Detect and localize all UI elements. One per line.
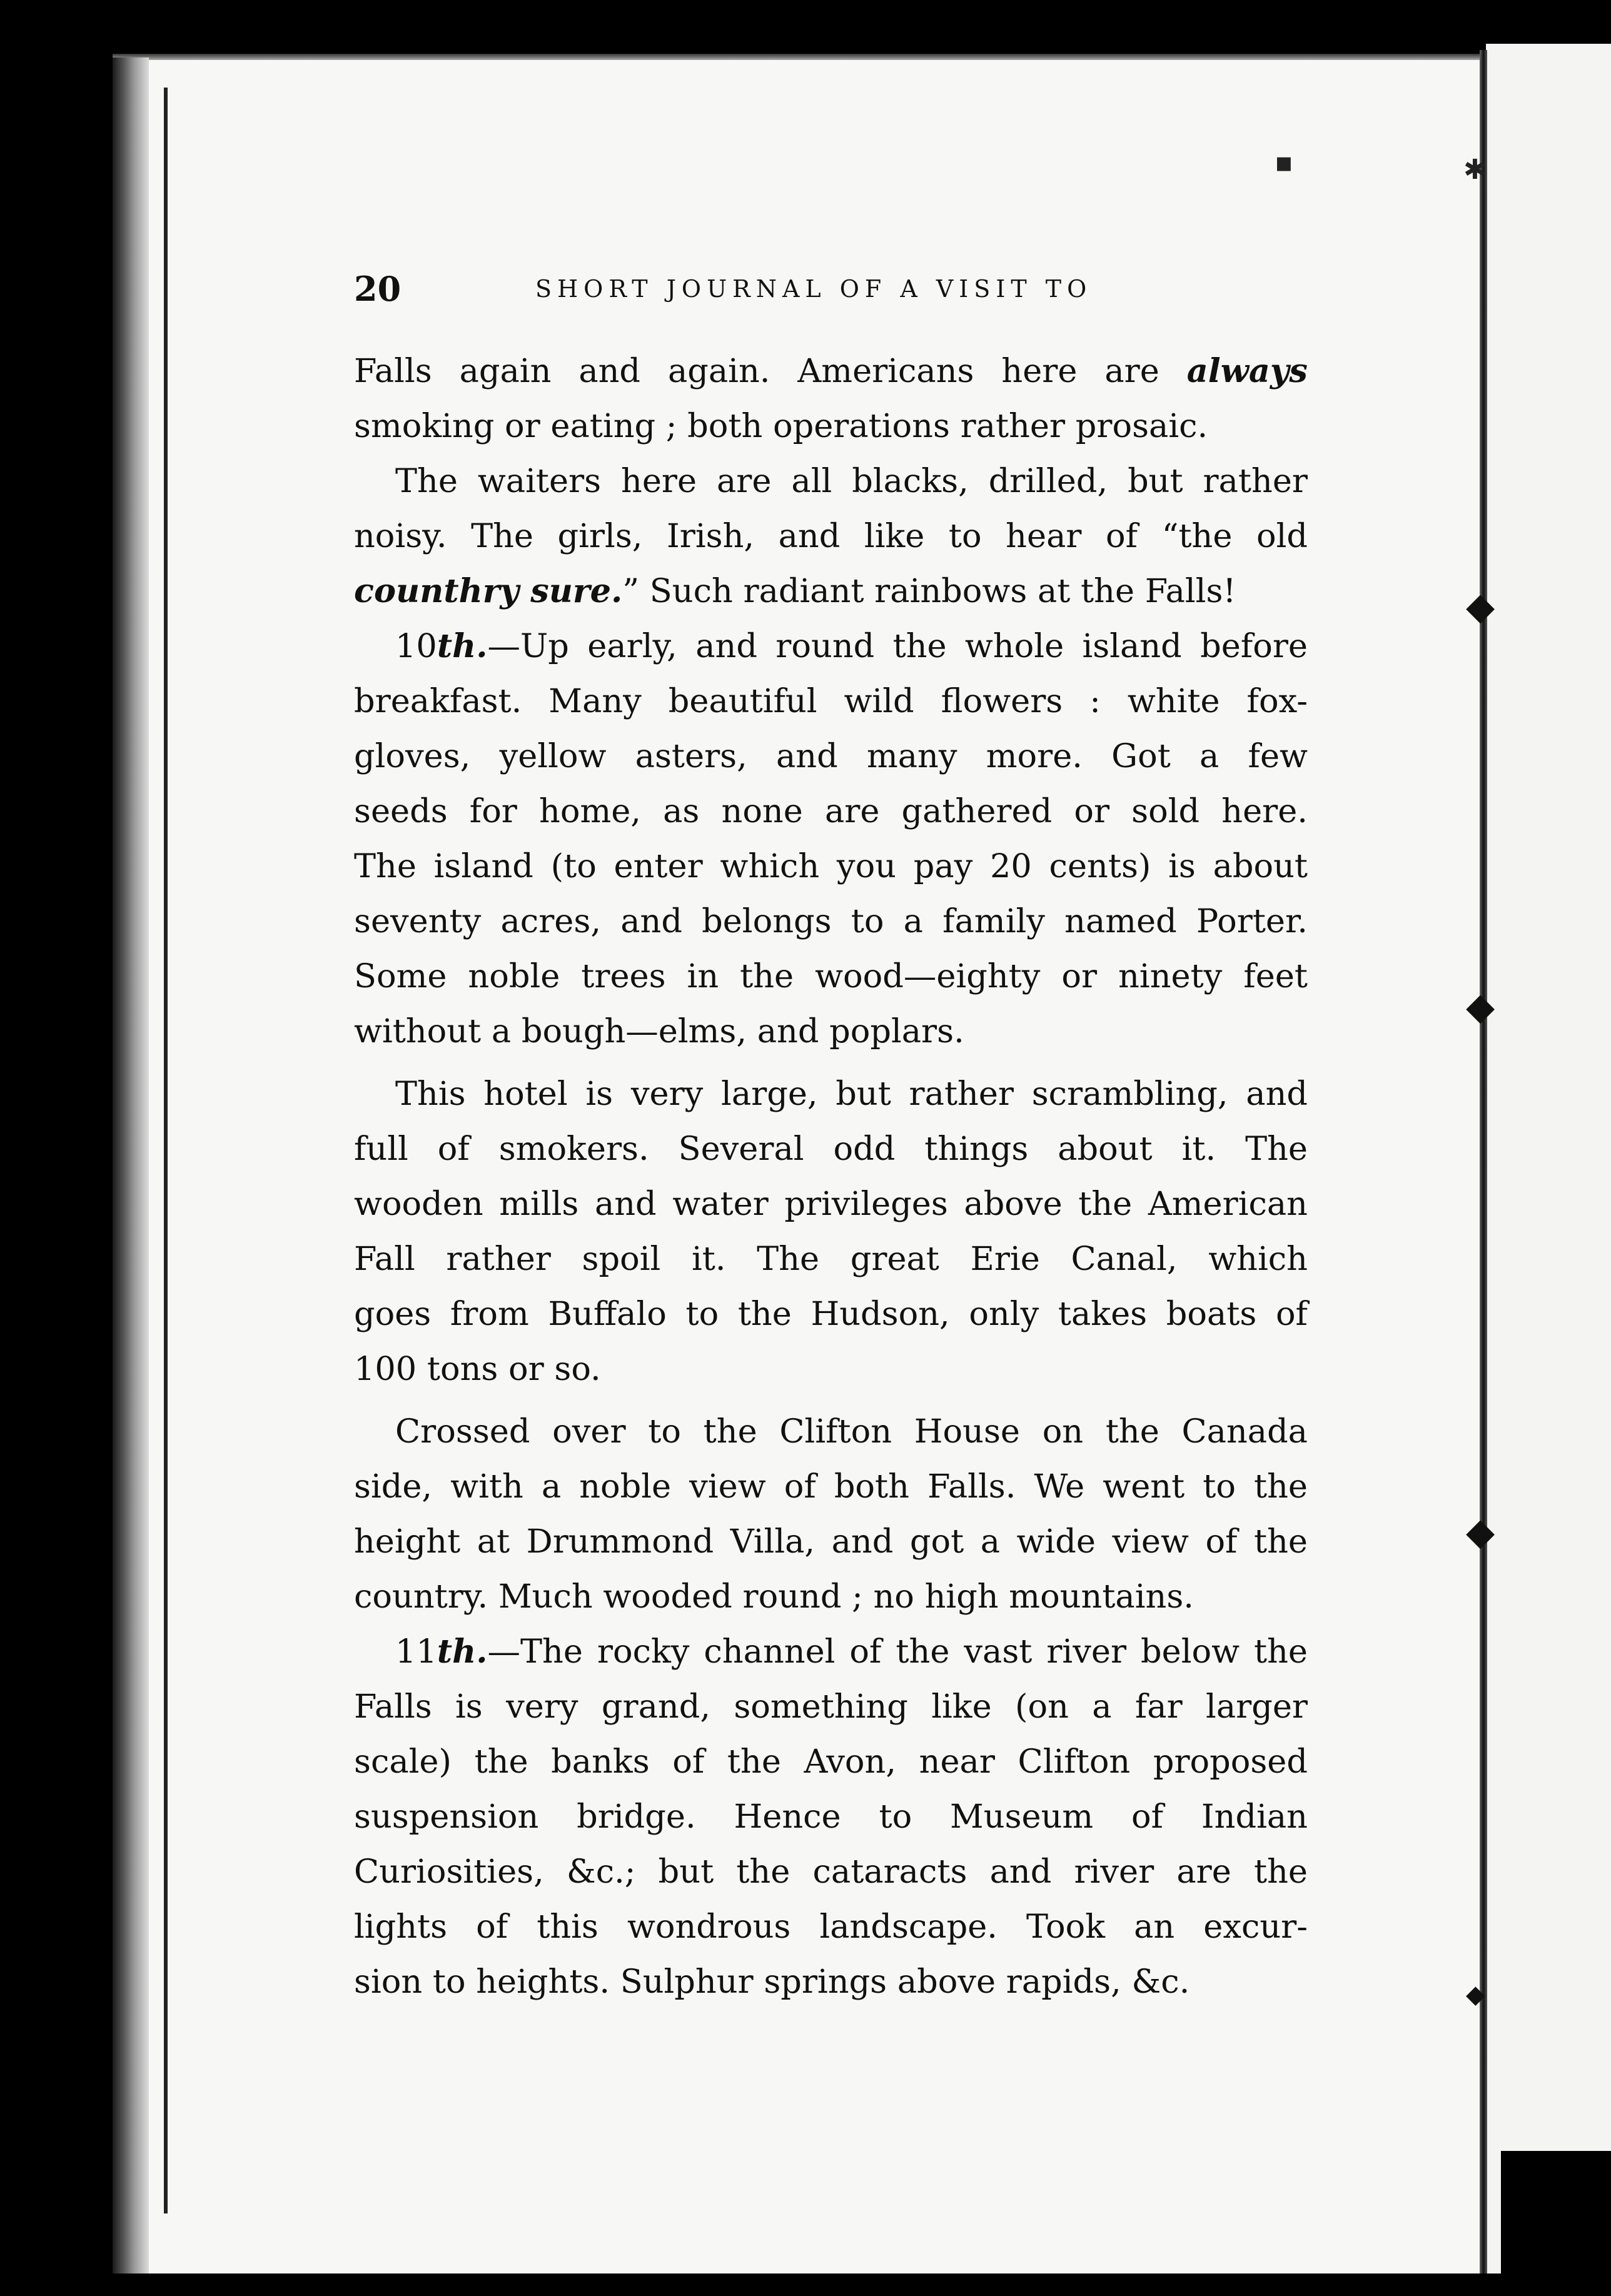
text-line	[354, 729, 1308, 784]
page-top-edge	[113, 54, 1486, 60]
text-run: sion to heights. Sulphur springs above rapids, &c.	[354, 1963, 1190, 2001]
text-run: height at Drummond Villa, and got a wide view of the	[354, 1523, 1308, 1561]
text-line	[354, 1624, 1308, 1679]
text-run: seventy acres, and belongs to a family named Porter.	[354, 902, 1308, 940]
running-head: SHORT JOURNAL OF A VISIT TO	[535, 275, 1093, 303]
text-run: Fall rather spoil it. The great Erie Canal, which	[354, 1240, 1308, 1278]
text-run: without a bough—elms, and poplars.	[354, 1012, 964, 1050]
italic-run: th.	[437, 627, 488, 665]
text-run: smoking or eating ; both operations rather prosaic.	[354, 407, 1208, 445]
text-run: noisy. The girls, Irish, and like to hear of “the old	[354, 517, 1308, 555]
text-line	[354, 619, 1308, 674]
text-run: scale) the banks of the Avon, near Clifton proposed	[354, 1743, 1308, 1781]
text-line	[354, 399, 1308, 454]
binding-mark: ◆	[1466, 585, 1495, 628]
text-line	[354, 949, 1308, 1004]
text-line	[354, 1900, 1308, 1955]
page-number: 20	[354, 269, 401, 309]
text-run: full of smokers. Several odd things about it. The	[354, 1130, 1308, 1168]
text-run: Falls again and again. Americans here are	[354, 352, 1187, 390]
text-line	[354, 1459, 1308, 1514]
italic-run: th.	[437, 1633, 488, 1671]
text-run: suspension bridge. Hence to Museum of Indian	[354, 1798, 1308, 1836]
text-run: The waiters here are all blacks, drilled, but rather	[395, 462, 1308, 500]
text-run: 11	[395, 1633, 437, 1671]
text-line	[354, 1287, 1308, 1342]
text-line	[354, 1845, 1308, 1900]
italic-run: counthry sure.	[354, 572, 623, 610]
text-run: 10	[395, 627, 437, 665]
text-run: breakfast. Many beautiful wild flowers : white fox-	[354, 682, 1308, 720]
text-run: 100 tons or so.	[354, 1350, 601, 1388]
text-line	[354, 1735, 1308, 1790]
facing-page-edge	[1486, 44, 1611, 2295]
text-line	[354, 1067, 1308, 1122]
text-line	[354, 1679, 1308, 1735]
text-line	[354, 1232, 1308, 1287]
text-line	[354, 1122, 1308, 1177]
text-line	[354, 564, 1308, 619]
text-run: goes from Buffalo to the Hudson, only takes boats of	[354, 1295, 1308, 1333]
paragraph-gap	[354, 1397, 1308, 1404]
text-run: seeds for home, as none are gathered or sold here.	[354, 792, 1308, 830]
text-line	[354, 1955, 1308, 2010]
text-run: side, with a noble view of both Falls. We went to the	[354, 1468, 1308, 1506]
scan-bottom-shadow	[0, 2273, 1611, 2296]
text-run: ” Such radiant rainbows at the Falls!	[622, 572, 1236, 610]
text-run: —The rocky channel of the vast river below the	[487, 1633, 1308, 1671]
text-run: Falls is very grand, something like (on a far larger	[354, 1688, 1308, 1726]
text-line	[354, 344, 1308, 399]
text-line	[354, 1514, 1308, 1569]
text-run: Crossed over to the Clifton House on the Canada	[395, 1412, 1308, 1451]
text-run: lights of this wondrous landscape. Took an excur-	[354, 1908, 1308, 1946]
text-line	[354, 1342, 1308, 1397]
text-line	[354, 1177, 1308, 1232]
text-line	[354, 784, 1308, 839]
italic-run: always	[1186, 352, 1308, 390]
text-line	[354, 1004, 1308, 1059]
text-line	[354, 1790, 1308, 1845]
text-run: —Up early, and round the whole island before	[487, 627, 1308, 665]
text-line	[354, 1404, 1308, 1459]
text-line	[354, 839, 1308, 894]
paragraph-gap	[354, 1059, 1308, 1067]
ink-speck: ✱	[1463, 154, 1487, 186]
binding-mark: ◆	[1466, 1980, 1485, 2009]
text-run: wooden mills and water privileges above the American	[354, 1185, 1308, 1223]
text-line	[354, 674, 1308, 729]
page-left-rule	[164, 88, 168, 2213]
binding-mark: ◆	[1466, 1510, 1495, 1554]
page-right-edge	[1480, 50, 1487, 2276]
text-run: This hotel is very large, but rather scrambling, and	[395, 1075, 1308, 1113]
text-run: gloves, yellow asters, and many more. Got a few	[354, 737, 1308, 775]
running-header	[354, 264, 1317, 314]
text-run: Curiosities, &c.; but the cataracts and river are the	[354, 1853, 1308, 1891]
body-text	[354, 344, 1308, 2010]
text-line	[354, 454, 1308, 509]
ink-speck: ▪	[1275, 146, 1293, 178]
page-gutter	[113, 58, 149, 2275]
text-run: The island (to enter which you pay 20 cents) is about	[354, 847, 1308, 885]
text-run: country. Much wooded round ; no high mountains.	[354, 1578, 1194, 1616]
text-run: Some noble trees in the wood—eighty or ninety feet	[354, 957, 1308, 995]
binding-mark: ◆	[1466, 985, 1495, 1029]
text-line	[354, 1569, 1308, 1624]
text-line	[354, 509, 1308, 564]
text-line	[354, 894, 1308, 949]
